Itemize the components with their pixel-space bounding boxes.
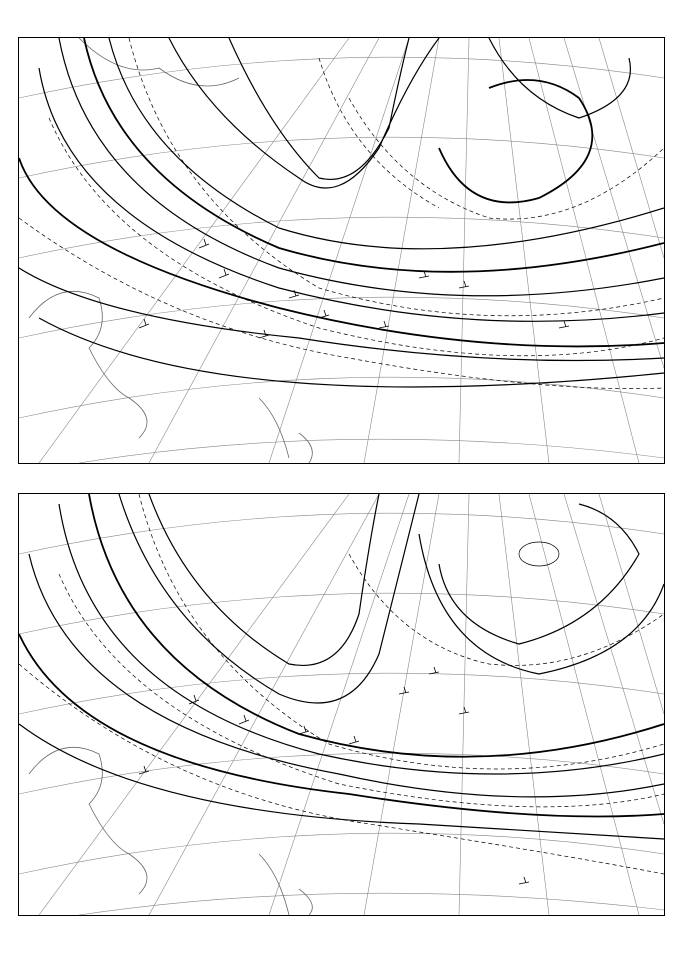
graticule [19, 494, 664, 915]
chart-300hpa [18, 37, 665, 464]
height-contours [19, 494, 664, 839]
coastline [29, 747, 312, 915]
product-id-and-time [22, 932, 62, 950]
chart-300hpa-map [19, 38, 664, 463]
chart-500hpa-map [19, 494, 664, 915]
height-contours [19, 38, 664, 387]
isotherms [19, 494, 664, 874]
chart-500hpa [18, 493, 665, 916]
wind-barbs [139, 239, 569, 338]
coastline [29, 38, 312, 463]
